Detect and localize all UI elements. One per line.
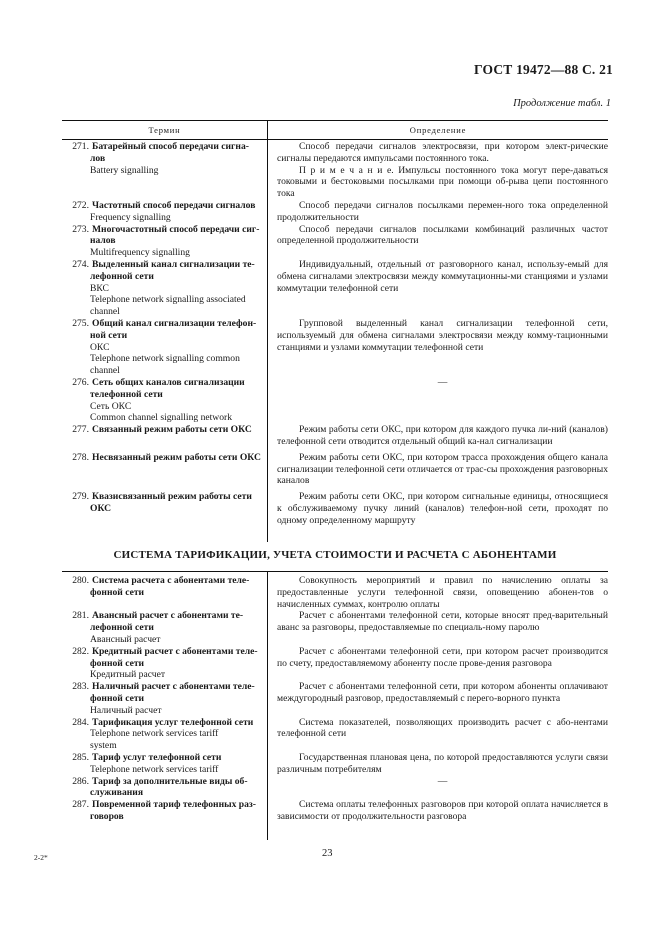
definition-cell [267, 259, 608, 318]
term-cell [62, 318, 267, 377]
table-row [62, 141, 608, 200]
term-number: 277. [72, 424, 89, 436]
term-cell [62, 141, 267, 200]
table-row [62, 752, 608, 776]
definition-dash: — [437, 775, 448, 787]
term-synonym: ОКС [90, 341, 110, 353]
definition-text: Расчет с абонентами телефонной сети, при котором абоненты оплачивают междугородный разговор, предоставляемый с перего-ворного пункта [277, 681, 608, 704]
table-row [62, 717, 608, 752]
definition-cell [267, 200, 608, 224]
table-row [62, 224, 608, 259]
page-header: ГОСТ 19472—88 С. 21 [474, 62, 613, 77]
term-cell [62, 681, 267, 716]
table-header [62, 120, 608, 140]
term-number: 274. [72, 258, 89, 270]
term-title-continuation: фонной сети [90, 586, 145, 598]
term-cell [62, 646, 267, 681]
term-title-continuation: ной сети [90, 329, 128, 341]
term-cell [62, 224, 267, 259]
definition-text: Способ передачи сигналов электросвязи, при котором элект-рические сигналы передаются импульсами постоянного тока. [277, 141, 608, 164]
term-synonym: Telephone network services tariff [90, 728, 219, 740]
term-title: Авансный расчет с абонентами те- [92, 610, 244, 622]
term-title: Система расчета с абонентами теле- [92, 575, 250, 586]
definition-cell [267, 646, 608, 681]
table-row [62, 318, 608, 377]
section-rule [62, 571, 608, 572]
table-row [62, 776, 608, 800]
term-synonym: channel [90, 306, 120, 318]
table-row [62, 681, 608, 716]
term-title: Тариф за дополнительные виды об- [92, 775, 248, 787]
term-title: Многочастотный способ передачи сиг- [92, 223, 260, 235]
definition-cell [267, 681, 608, 716]
term-synonym: system [90, 740, 117, 752]
definition-text: Способ передачи сигналов посылками перемен-ного тока определенной продолжительности [277, 199, 608, 223]
term-title-continuation: налов [90, 235, 116, 247]
term-title: Повременной тариф телефонных раз- [92, 799, 256, 811]
term-cell [62, 799, 267, 823]
definition-text: Расчет с абонентами телефонной сети, при котором расчет производится по счету, предоставляемому абоненту после прове-дения разговора [277, 645, 608, 669]
table-row [62, 452, 608, 487]
definition-note: П р и м е ч а н и е. Импульсы постоянного тока могут пере-даваться токовыми и бестоковыми посылками при помощи об-рыва цепи постоянного тока [277, 164, 608, 200]
term-cell [62, 776, 267, 800]
term-title-continuation: фонной сети [90, 692, 145, 704]
term-synonym: Telephone network services tariff [90, 763, 219, 775]
definition-dash: — [437, 376, 448, 388]
term-title: Тарификация услуг телефонной сети [92, 716, 254, 728]
term-title-continuation: лефонной сети [90, 270, 154, 282]
term-number: 285. [72, 751, 89, 763]
term-title: Несвязанный режим работы сети ОКС [92, 451, 261, 463]
definition-cell [267, 377, 608, 424]
definition-text: Совокупность мероприятий и правил по начислению оплаты за предоставленные услуги телефонной связи, оповещению абонен-тов о начисленных суммах, контролю оплаты [277, 575, 608, 610]
term-synonym: Telephone network signalling associated [90, 294, 246, 306]
table-row [62, 646, 608, 681]
definition-cell [267, 717, 608, 752]
definition-text: Способ передачи сигналов посылками комбинаций различных частот определенной продолжительности [277, 223, 608, 247]
definition-cell [267, 141, 608, 200]
term-title: Сеть общих каналов сигнализации [92, 376, 245, 388]
term-cell [62, 424, 267, 448]
term-cell [62, 491, 267, 526]
term-title: Квазисвязанный режим работы сети [92, 491, 252, 503]
definition-text: Система оплаты телефонных разговоров при которой оплата начисляется в зависимости от продолжительности разговора [277, 799, 608, 822]
term-number: 273. [72, 223, 89, 235]
page-number: 23 [322, 848, 333, 859]
table-continuation-label: Продолжение табл. 1 [513, 98, 611, 109]
footer-sheet-mark: 2-2* [34, 853, 48, 862]
term-cell [62, 575, 267, 610]
column-header-definition: Определение [267, 121, 608, 139]
term-cell [62, 200, 267, 224]
table-row [62, 610, 608, 645]
term-title: Частотный способ передачи сигналов [92, 199, 256, 211]
term-number: 276. [72, 376, 89, 388]
table-row [62, 575, 608, 610]
term-number: 272. [72, 199, 89, 211]
term-synonym: Сеть ОКС [90, 400, 132, 412]
term-title: Выделенный канал сигнализации те- [92, 258, 255, 270]
term-number: 287. [72, 799, 89, 811]
term-title-continuation: говоров [90, 810, 124, 822]
definition-cell [267, 318, 608, 377]
term-title: Общий канал сигнализации телефон- [92, 317, 257, 329]
term-synonym: channel [90, 365, 120, 377]
term-synonym: Multifrequency signalling [90, 247, 190, 259]
table-row [62, 424, 608, 448]
term-title-continuation: лов [90, 152, 106, 164]
definition-text: Режим работы сети ОКС, при котором для каждого пучка ли-ний (каналов) телефонной сети отводится отдельный общий ка-нал сигнализации [277, 424, 608, 447]
term-title-continuation: служивания [90, 787, 144, 799]
term-cell [62, 752, 267, 776]
table-row [62, 491, 608, 526]
table-row [62, 799, 608, 823]
table-row [62, 200, 608, 224]
terms-block-signalling [62, 141, 608, 527]
definition-text: Групповой выделенный канал сигнализации телефонной сети, используемый для обмена сигналами электросвязи между комму-тационными станциями и узлами коммутации телефонной сети [277, 317, 608, 353]
term-cell [62, 717, 267, 752]
definition-text: Режим работы сети ОКС, при котором сигнальные единицы, относящиеся к обслуживаемому пучку линий (каналов) телефон-ной сети, проходят по одному определенному маршруту [277, 491, 608, 526]
term-cell [62, 610, 267, 645]
term-title-continuation: ОКС [90, 502, 112, 514]
term-title: Батарейный способ передачи сигна- [92, 141, 249, 152]
terms-block-tariff [62, 575, 608, 823]
term-title-continuation: телефонной сети [90, 388, 163, 400]
definition-cell [267, 752, 608, 776]
term-synonym: Battery signalling [90, 164, 159, 176]
definition-cell [267, 452, 608, 487]
definition-text: Государственная плановая цена, по которой предоставляются услуги связи различным потребителям [277, 751, 608, 775]
definition-text: Индивидуальный, отдельный от разговорного канал, использу-емый для обмена сигналами электросвязи между коммутационны-ми станциями и узлами коммутации телефонной сети [277, 258, 608, 294]
definition-text: Режим работы сети ОКС, при котором трасса прохождения общего канала сигнализации телефонной сети отличается от трас-сы прохождения разговорных каналов [277, 451, 608, 487]
section-title: СИСТЕМА ТАРИФИКАЦИИ, УЧЕТА СТОИМОСТИ И РАСЧЕТА С АБОНЕНТАМИ [113, 549, 557, 561]
definition-cell [267, 610, 608, 645]
term-number: 271. [72, 141, 89, 152]
table-row [62, 377, 608, 424]
definition-cell [267, 491, 608, 526]
term-synonym: Кредитный расчет [90, 669, 166, 681]
term-number: 275. [72, 317, 89, 329]
term-number: 284. [72, 716, 89, 728]
term-synonym: Наличный расчет [90, 704, 162, 716]
term-cell [62, 452, 267, 487]
term-title: Тариф услуг телефонной сети [92, 751, 222, 763]
term-synonym: Common channel signalling network [90, 412, 233, 424]
term-synonym: Telephone network signalling common [90, 353, 240, 365]
definition-cell [267, 776, 608, 800]
term-title-continuation: лефонной сети [90, 622, 154, 634]
definition-cell [267, 575, 608, 610]
term-number: 281. [72, 610, 89, 622]
table-row [62, 259, 608, 318]
term-synonym: Авансный расчет [90, 633, 161, 645]
term-title: Кредитный расчет с абонентами теле- [92, 645, 258, 657]
term-number: 280. [72, 575, 89, 586]
definition-text: Система показателей, позволяющих производить расчет с або-нентами телефонной сети [277, 716, 608, 740]
term-number: 283. [72, 681, 89, 693]
term-cell [62, 259, 267, 318]
definition-text: Расчет с абонентами телефонной сети, которые вносят пред-варительный аванс за разговоры, предоставляемые по специаль-ному паролю [277, 610, 608, 634]
term-number: 278. [72, 451, 89, 463]
term-synonym: ВКС [90, 282, 109, 294]
definition-cell [267, 224, 608, 259]
definition-cell [267, 424, 608, 448]
term-synonym: Frequency signalling [90, 211, 171, 223]
term-cell [62, 377, 267, 424]
definition-cell [267, 799, 608, 823]
column-header-term: Термин [148, 125, 181, 135]
term-title-continuation: фонной сети [90, 657, 145, 669]
term-number: 282. [72, 645, 89, 657]
term-number: 279. [72, 491, 89, 503]
term-number: 286. [72, 775, 89, 787]
term-title: Наличный расчет с абонентами теле- [92, 681, 255, 693]
term-title: Связанный режим работы сети ОКС [92, 424, 252, 436]
